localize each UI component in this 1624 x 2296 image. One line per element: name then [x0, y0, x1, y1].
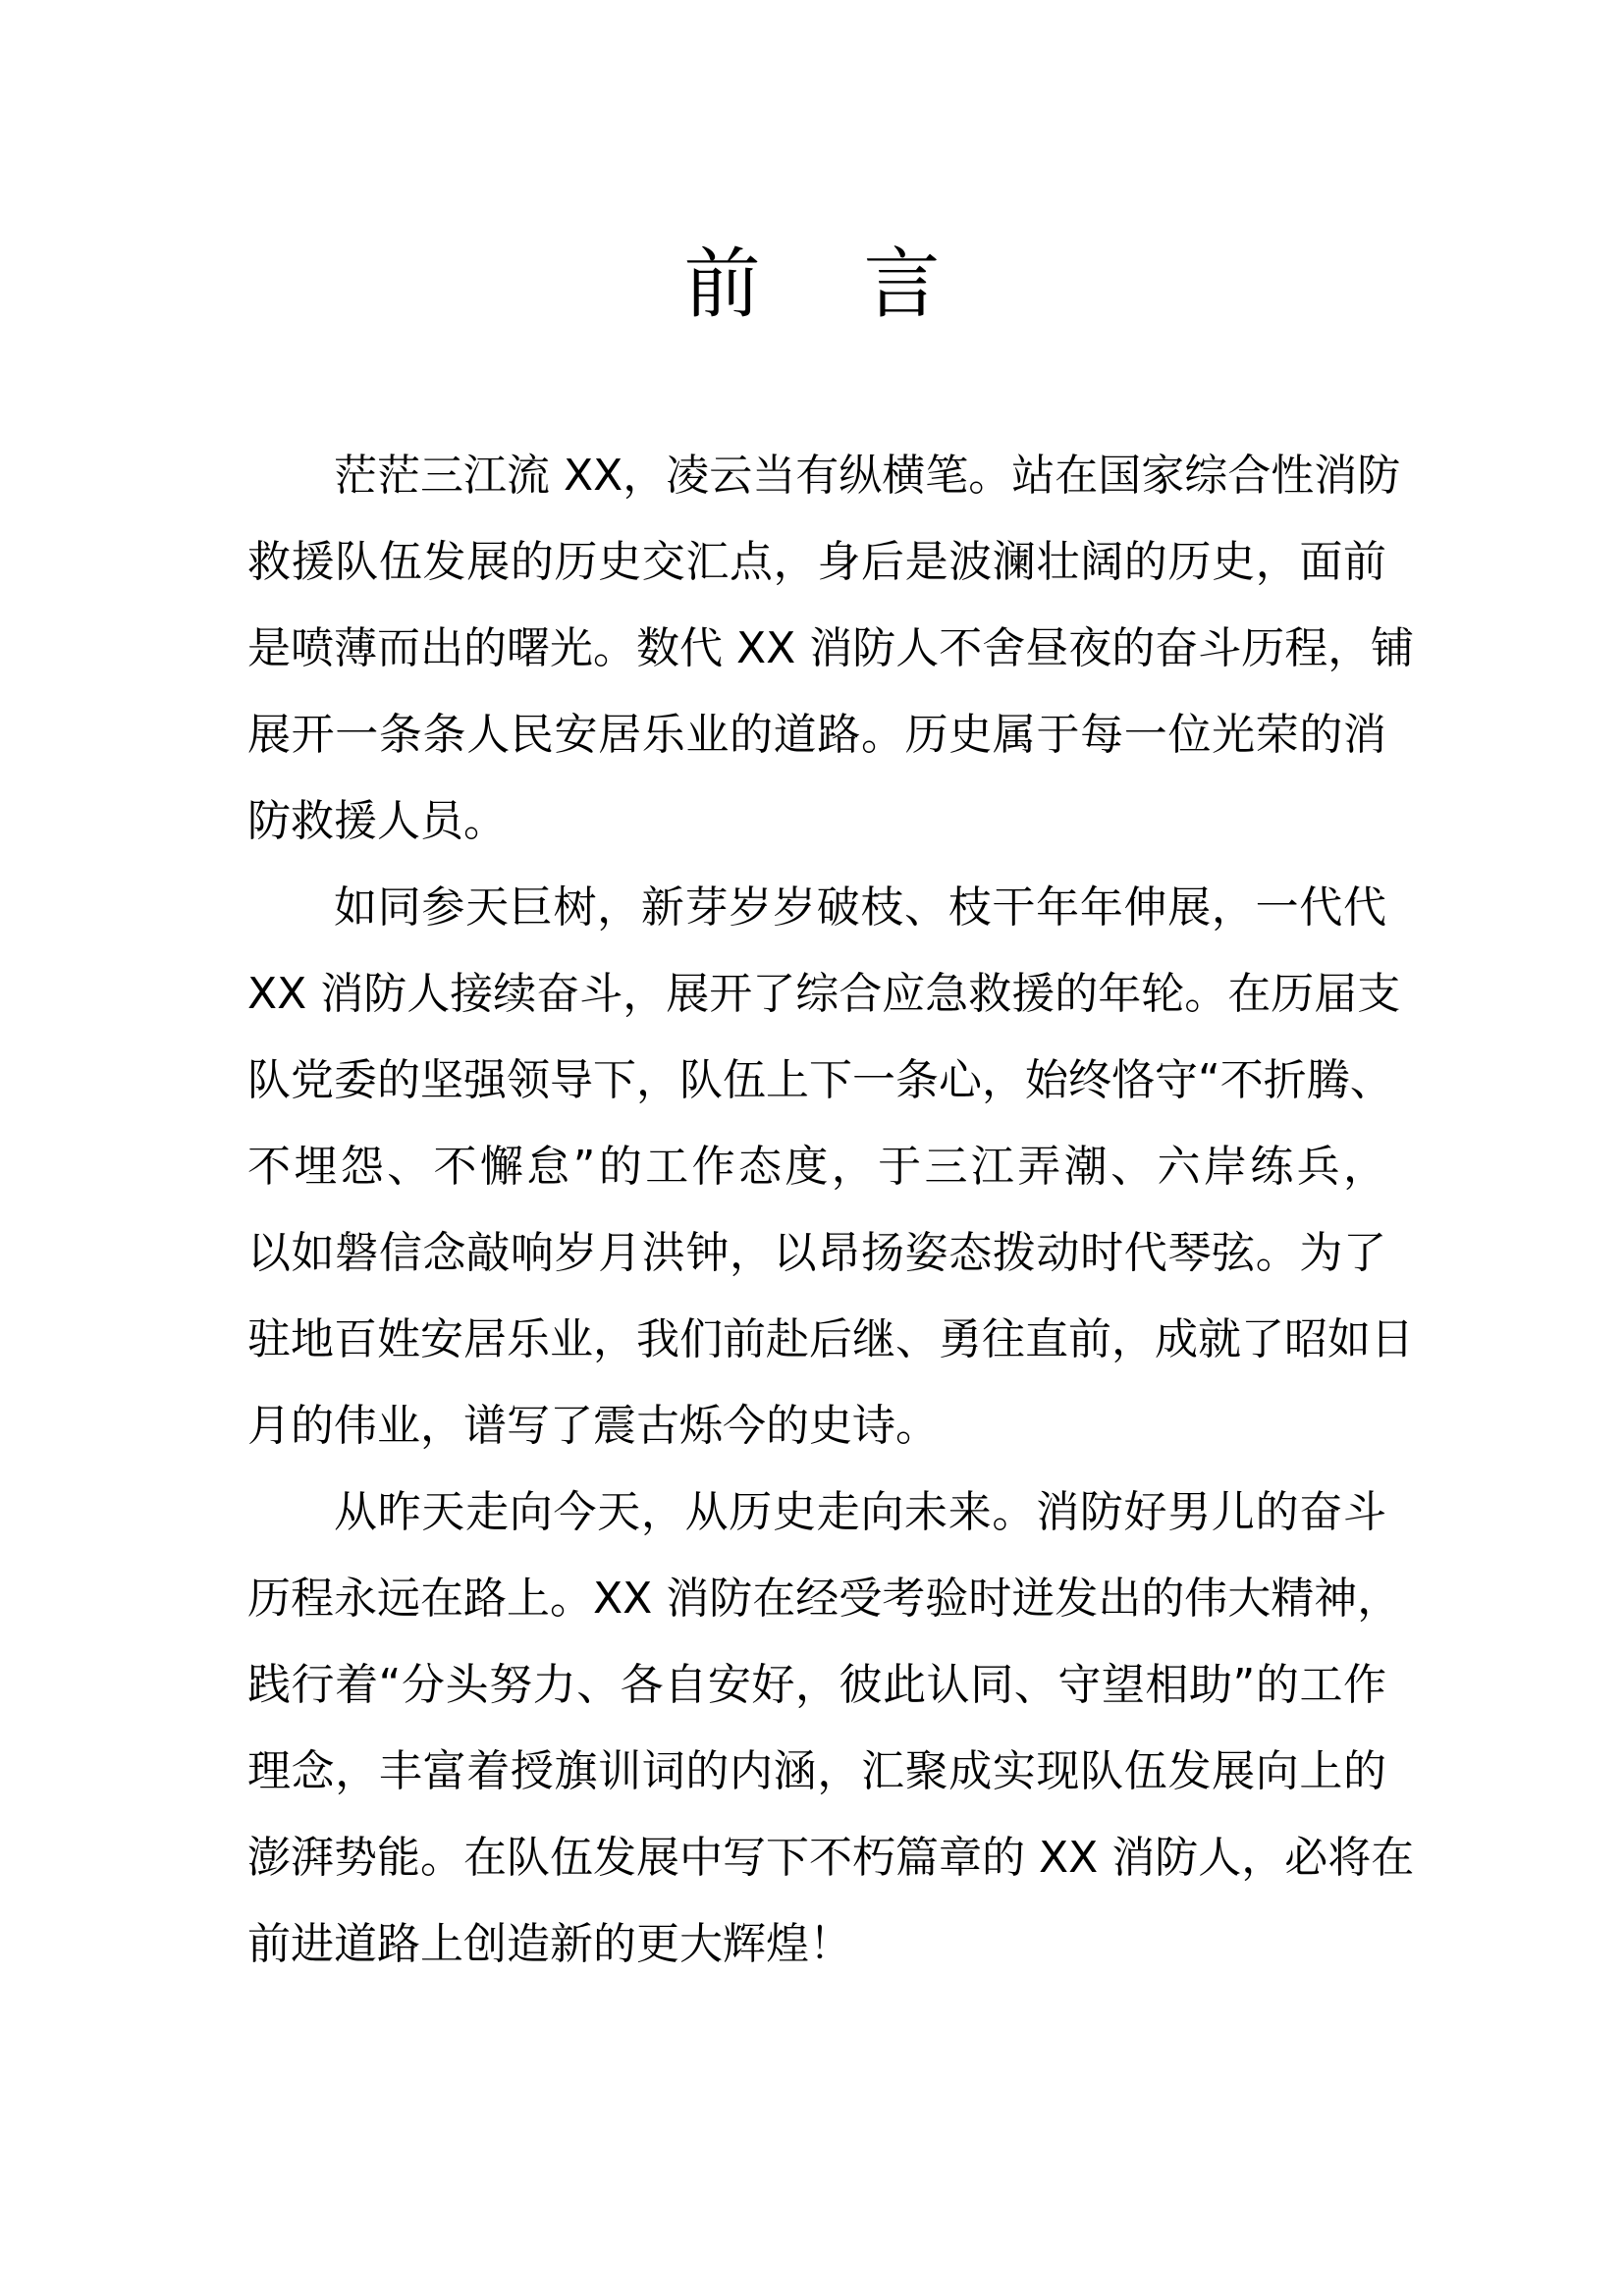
paragraph-line: 驻地百姓安居乐业，我们前赴后继、勇往直前，成就了昭如日	[247, 1314, 1414, 1364]
paragraph-line: 理念，丰富着授旗训词的内涵，汇聚成实现队伍发展向上的	[247, 1746, 1386, 1796]
paragraph-line: 是喷薄而出的曙光。数代 XX 消防人不舍昼夜的奋斗历程，铺	[247, 623, 1415, 673]
body-text	[247, 433, 1415, 1988]
paragraph-line: 如同参天巨树，新芽岁岁破枝、枝干年年伸展，一代代	[334, 882, 1386, 933]
paragraph-1	[247, 433, 1415, 865]
paragraph-line: 茫茫三江流 XX，凌云当有纵横笔。站在国家综合性消防	[334, 451, 1401, 501]
paragraph-line: 前进道路上创造新的更大辉煌！	[247, 1919, 852, 1969]
paragraph-line: 以如磐信念敲响岁月洪钟，以昂扬姿态拨动时代琴弦。为了	[247, 1228, 1386, 1278]
paragraph-3	[247, 1469, 1415, 1988]
page-title-char-2: 言	[863, 240, 941, 329]
paragraph-line: 防救援人员。	[247, 796, 507, 846]
paragraph-line: 月的伟业，谱写了震古烁今的史诗。	[247, 1401, 939, 1451]
paragraph-line: 展开一条条人民安居乐业的道路。历史属于每一位光荣的消	[247, 710, 1386, 760]
paragraph-line: 从昨天走向今天，从历史走向未来。消防好男儿的奋斗	[334, 1487, 1386, 1537]
page-title	[0, 236, 1624, 334]
paragraph-2	[247, 865, 1414, 1469]
paragraph-line: XX 消防人接续奋斗，展开了综合应急救援的年轮。在历届支	[247, 969, 1401, 1019]
paragraph-line: 历程永远在路上。XX 消防在经受考验时迸发出的伟大精神，	[247, 1574, 1401, 1624]
paragraph-line: 救援队伍发展的历史交汇点，身后是波澜壮阔的历史，面前	[247, 537, 1386, 587]
paragraph-line: 澎湃势能。在队伍发展中写下不朽篇章的 XX 消防人，必将在	[247, 1833, 1415, 1883]
paragraph-line: 队党委的坚强领导下，队伍上下一条心，始终恪守“不折腾、	[247, 1055, 1393, 1105]
paragraph-line: 践行着“分头努力、各自安好，彼此认同、守望相助”的工作	[247, 1660, 1386, 1710]
page-title-char-1: 前	[683, 240, 761, 329]
paragraph-line: 不埋怨、不懈怠”的工作态度，于三江弄潮、六岸练兵，	[247, 1142, 1386, 1192]
